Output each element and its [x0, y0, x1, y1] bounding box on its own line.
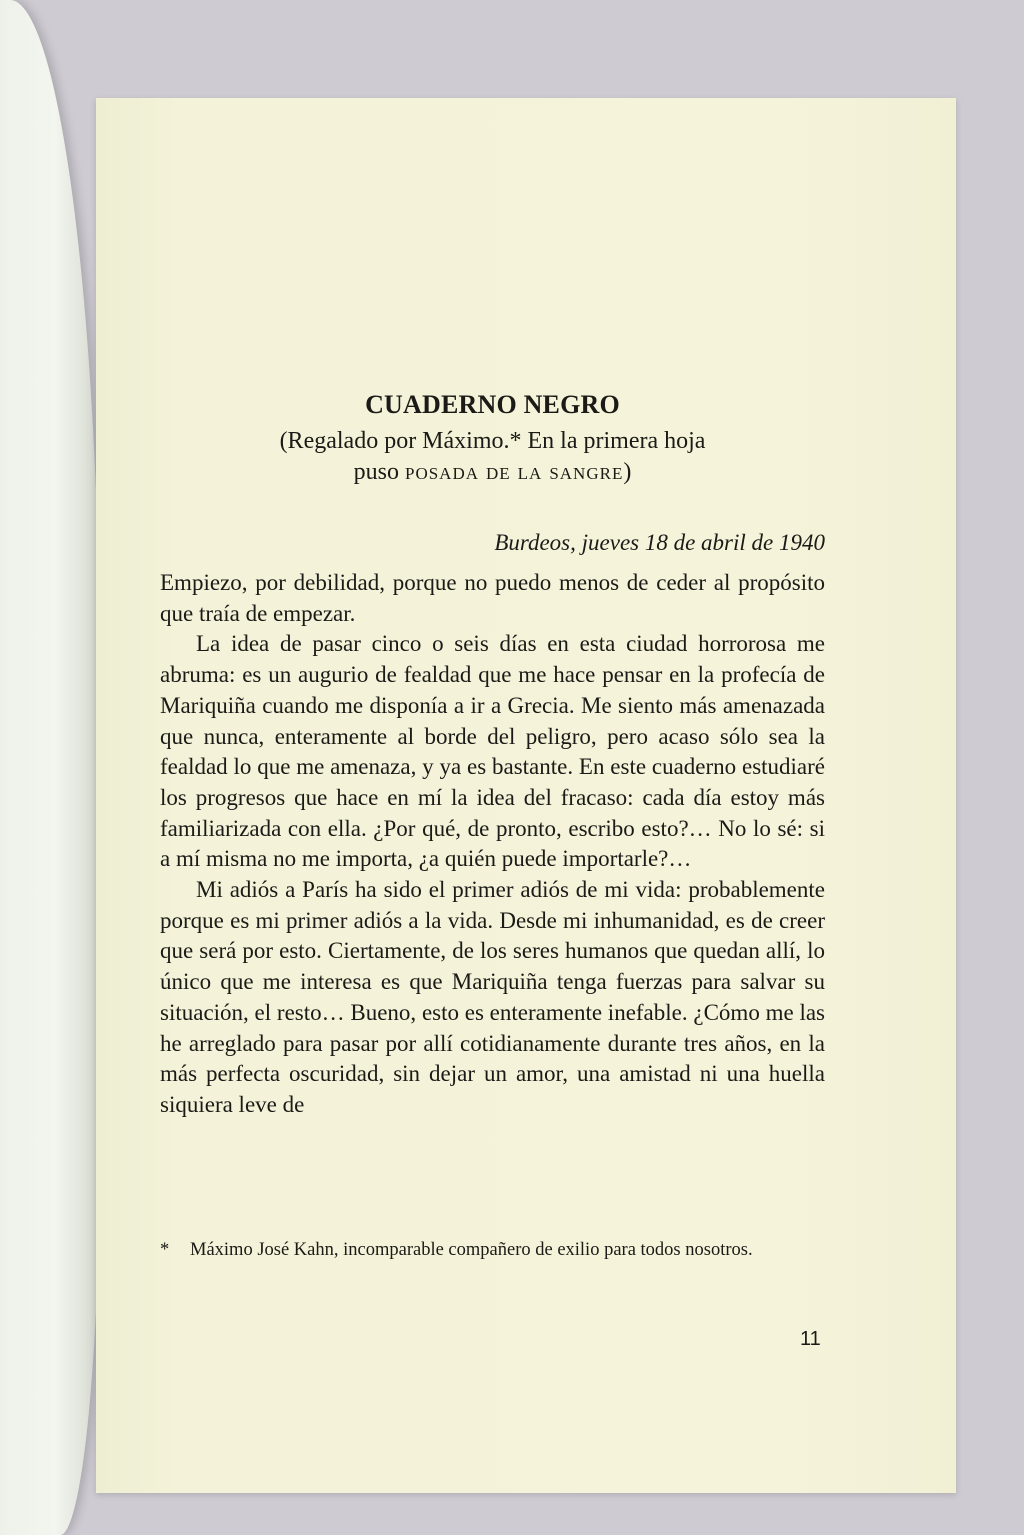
- subtitle-prefix: puso: [353, 459, 405, 485]
- page-number: 11: [800, 1328, 821, 1350]
- footnote-text: Máximo José Kahn, incomparable compañero de exilio para todos nosotros.: [190, 1240, 753, 1260]
- chapter-title: CUADERNO NEGRO: [365, 390, 620, 419]
- dateline: Burdeos, jueves 18 de abril de 1940: [494, 530, 825, 555]
- chapter-subtitle-line-1: (Regalado por Máximo.* En la primera hoja: [279, 428, 706, 454]
- footnote: [160, 1237, 825, 1264]
- body-paragraph-2: La idea de pasar cinco o seis días en esta ciudad horrorosa me abruma: es un augurio de fealdad que me hace pensar en la profecía de Mariquiña cuando me disponía a ir a Grecia. Me siento más amenazada que nunca, enteramente al borde del peligro, pero acaso sólo sea la fealdad lo que me amenaza, y ya es bastante. En este cuaderno estudiaré los progresos que hace en mí la idea del fracaso: cada día estoy más familiarizada con ella. ¿Por qué, de pronto, escribo esto?… No lo sé: si a mí misma no me importa, ¿a quién puede importarle?…: [160, 631, 825, 872]
- subtitle-suffix: ): [623, 459, 632, 485]
- chapter-subtitle-line-2: [160, 457, 825, 488]
- subtitle-smallcaps: posada de la sangre: [404, 459, 624, 485]
- footnote-mark: *: [160, 1240, 170, 1260]
- body-paragraph-1: Empiezo, por debilidad, porque no puedo menos de ceder al propósito que traía de empezar.: [160, 570, 825, 626]
- page-content: [160, 390, 825, 1121]
- left-page-edge: [0, 0, 100, 1535]
- body-paragraph-3: Mi adiós a París ha sido el primer adiós de mi vida: probablemente porque es mi primer adiós a la vida. Desde mi inhumanidad, es de creer que será por esto. Ciertamente, de los seres humanos que quedan allí, lo único que me interesa es que Mariquiña tenga fuerzas para salvar su situación, el resto… Bueno, esto es enteramente inefable. ¿Cómo me las he arreglado para pasar por allí cotidianamente durante tres años, en la más perfecta oscuridad, sin dejar un amor, una amistad ni una huella siquiera leve de: [160, 877, 825, 1117]
